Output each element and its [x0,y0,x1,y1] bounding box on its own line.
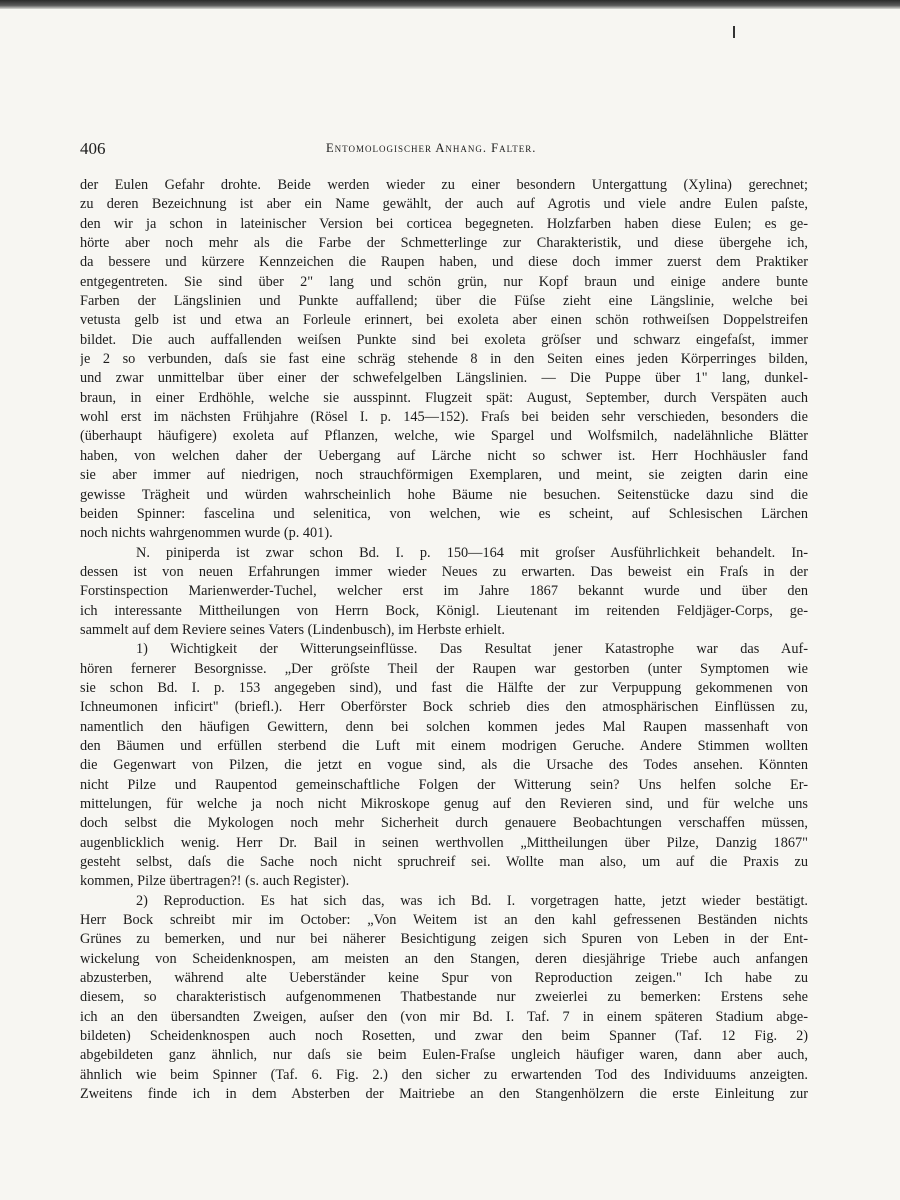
text-line: zu deren Bezeichnung ist aber ein Name gewählt, der auch auf Agrotis und viele andre Eulen paſste, [80,196,808,213]
text-line: und zwar unmittelbar über einer der schwefelgelben Längslinien. — Die Puppe über 1" lang, dunkel- [80,370,808,387]
text-line: da bessere und kürzere Kennzeichen die Raupen haben, und diese doch immer zuerst dem Praktiker [80,254,808,271]
text-line: Farben der Längslinien und Punkte auffallend; über die Füſse zieht eine Längslinie, welche bei [80,293,808,310]
text-line: Grünes zu bemerken, und nur bei näherer Besichtigung zeigen sich Spuren von Leben in der Ent- [80,931,808,948]
text-line: N. piniperda ist zwar schon Bd. I. p. 150—164 mit groſser Ausführlichkeit behandelt. In- [136,544,808,561]
text-line: Forstinspection Marienwerder-Tuchel, welcher erst im Jahre 1867 bekannt wurde und über den [80,583,808,600]
text-line: kommen, Pilze übertragen?! (s. auch Register). [80,873,350,890]
running-head: Entomologischer Anhang. Falter. [326,141,537,155]
text-line: den Bäumen und erfüllen sterbend die Luft mit einem modrigen Geruche. Andere Stimmen wollten [80,737,808,754]
scan-top-edge [0,0,900,9]
text-line: Ichneumonen inficirt" (briefl.). Herr Oberförster Bock schrieb dies den atmosphärischen Einflüssen zu, [80,699,808,716]
text-line: entgegentreten. Sie sind über 2" lang und schön grün, nur Kopf braun und einige andere bunte [80,273,808,290]
text-line: wohl erst im nächsten Frühjahre (Rösel I. p. 145—152). Fraſs bei beiden sehr verschieden, besonders die [80,409,808,426]
text-line: mittelungen, für welche ja noch nicht Mikroskope genug auf den Revieren sind, und für welche uns [80,796,808,812]
text-line: sie aber immer auf niedrigen, noch strauchförmigen Exemplaren, und meint, sie zeigten darin eine [80,467,808,484]
text-line: vetusta gelb ist und etwa an Forleule erinnert, bei exoleta aber einen schön rothweiſsen Doppelstreifen [80,312,808,329]
text-line: sie schon Bd. I. p. 153 angegeben sind), und fast die Hälfte der zur Verpuppung gekommenen von [80,679,808,696]
text-line: gesteht selbst, daſs die Sache noch nicht spruchreif sei. Wollte man also, um auf die Praxis zu [80,854,808,871]
text-line: augenblicklich wenig. Herr Dr. Bail in seinen werthvollen „Mittheilungen über Pilze, Danzig 1867" [80,834,808,851]
text-line: gewisse Trägheit und würden wahrscheinlich hohe Bäume nie besuchen. Seitenstücke dazu sind die [80,486,808,503]
text-line: diesem, so charakteristisch aufgenommenen Thatbestande nur zweierlei zu bemerken: Erstens sehe [80,989,808,1006]
text-line: (überhaupt häufigere) exoleta auf Pflanzen, welche, wie Spargel und Wolfsmilch, nadelähnliche Blätter [80,428,808,445]
text-line: doch selbst die Mykologen noch mehr Sicherheit durch genauere Beobachtungen verschaffen müssen, [80,815,808,832]
text-line: je 2 so verbunden, daſs sie fast eine schräg stehende 8 in den Seiten eines jeden Körperringes bilden, [80,351,808,368]
text-line: bildeten) Scheidenknospen auch noch Rosetten, und zwar den beim Spanner (Taf. 12 Fig. 2) [80,1028,808,1045]
scan-mark [733,26,735,38]
text-line: der Eulen Gefahr drohte. Beide werden wieder zu einer besondern Untergattung (Xylina) gerechnet; [80,177,808,193]
text-line: abgebildeten ganz ähnlich, nur daſs sie beim Eulen-Fraſse ungleich häufiger waren, dann aber auch, [80,1047,808,1064]
text-line: hörte aber noch mehr als die Farbe der Schmetterlinge zur Charakteristik, und diese übergehe ich, [80,235,808,252]
text-line: ich an den übersandten Zweigen, auſser den (von mir Bd. I. Taf. 7 in einem späteren Stadium abge- [80,1008,808,1025]
text-line: hören fernerer Besorgnisse. „Der gröſste Theil der Raupen war gestorben (unter Symptomen wie [80,660,808,677]
text-line: dessen ist von neuen Erfahrungen immer wieder Neues zu erwarten. Das beweist ein Fraſs in der [80,563,808,580]
text-line: abzusterben, während alte Ueberständer keine Spur von Reproduction zeigen." Ich habe zu [80,970,808,987]
text-line: nicht Pilze und Raupentod gemeinschaftliche Folgen der Witterung sein? Uns helfen solche Er- [80,776,808,793]
text-line: beiden Spinner: fascelina und selenitica, von welchen, wie es scheint, auf Schlesischen Lärchen [80,505,808,522]
text-line: bildet. Die auch auffallenden weiſsen Punkte sind bei exoleta gröſser und schwarz eingefaſst, immer [80,331,808,348]
text-line: sammelt auf dem Reviere seines Vaters (Lindenbusch), im Herbste erhielt. [80,621,505,638]
body-text [80,176,808,1105]
text-line: die Gegenwart von Pilzen, die jetzt en vogue sind, als die Ursache des Todes ansehen. Könnten [80,757,808,774]
text-line: 1) Wichtigkeit der Witterungseinflüsse. Das Resultat jener Katastrophe war das Auf- [136,641,808,658]
text-line: Zweitens finde ich in dem Absterben der Maitriebe an den Stangenhölzern die erste Einleitung zur [80,1086,808,1103]
page-header [80,139,808,161]
text-line: ähnlich wie beim Spinner (Taf. 6. Fig. 2.) den sicher zu erwartenden Tod des Individuums anzeigten. [80,1066,808,1083]
text-line: namentlich den häufigen Gewittern, denn bei solchen kommen jedes Mal Raupen massenhaft von [80,718,808,735]
text-line: Herr Bock schreibt mir im October: „Von Weitem ist an den kahl gefressenen Beständen nichts [80,912,808,929]
page-number: 406 [80,139,106,158]
text-line: braun, in einer Erdhöhle, welche sie ausspinnt. Flugzeit spät: August, September, durch Verspäten auch [80,389,808,406]
text-line: wickelung von Scheidenknospen, am meisten an den Stangen, deren diesjährige Triebe auch anfangen [80,950,808,967]
text-line: ich interessante Mittheilungen von Herrn Bock, Königl. Lieutenant im reitenden Feldjäger-Corps, ge- [80,602,808,619]
text-line: 2) Reproduction. Es hat sich das, was ich Bd. I. vorgetragen hatte, jetzt wieder bestätigt. [136,892,808,909]
text-line: haben, von welchen daher der Uebergang auf Lärche nicht so schwer ist. Herr Hochhäusler fand [80,447,808,464]
text-line: noch nichts wahrgenommen wurde (p. 401). [80,525,333,542]
text-line: den wir ja schon in lateinischer Version bei corticea begegneten. Holzfarben haben diese Eulen; es ge- [80,215,808,232]
